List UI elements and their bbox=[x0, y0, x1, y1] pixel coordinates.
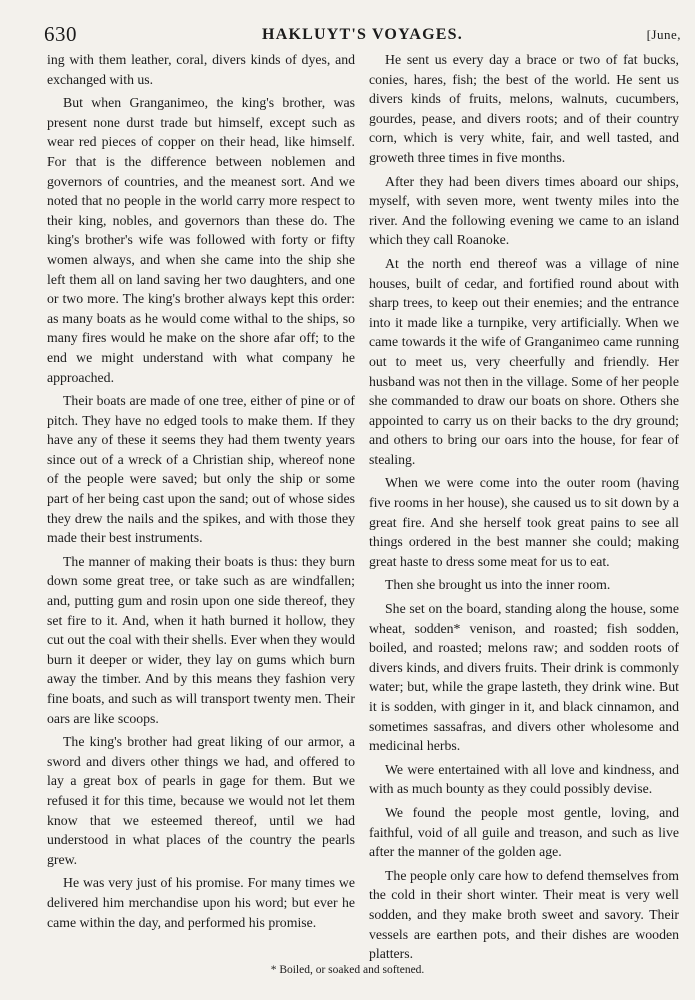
left-column bbox=[47, 50, 355, 936]
paragraph: He was very just of his promise. For many times we delivered him merchandise upon his word; but ever he came within the day, and performed his promise. bbox=[47, 875, 355, 930]
paragraph: ing with them leather, coral, divers kinds of dyes, and exchanged with us. bbox=[47, 52, 355, 87]
paragraph: When we were come into the outer room (having five rooms in her house), she caused us to sit down by a great fire. And she herself took great pains to see all things ordered in the best manner she could; making great haste to dress some meat for us to eat. bbox=[369, 475, 679, 569]
footnote: * Boiled, or soaked and softened. bbox=[270, 964, 425, 976]
paragraph: At the north end thereof was a village of nine houses, built of cedar, and fortified round about with sharp trees, to keep out their enemies; and the entrance into it made like a turnpike, very artificially. When we came towards it the wife of Granganimeo came running out to meet us, very cheerfully and friendly. Her husband was not then in the village. Some of her people she commanded to draw our boats on shore. Others she appointed to carry us on their backs to the dry ground; and others to bring our oars into the house, for fear of stealing. bbox=[369, 255, 679, 467]
paragraph: We were entertained with all love and kindness, and with as much bounty as they could possibly devise. bbox=[369, 761, 679, 797]
right-column bbox=[369, 50, 679, 968]
page-header bbox=[44, 22, 681, 48]
paragraph: She set on the board, standing along the house, some wheat, sodden* venison, and roasted; fish sodden, boiled, and roasted; melons raw; and sodden roots of divers kinds, and divers fruits. Their drink is commonly water; but, while the grape lasteth, they drink wine. But it is sodden, with ginger in it, and black cinnamon, and sometimes sassafras, and divers other wholesome and medicinal herbs. bbox=[369, 601, 679, 754]
paragraph: We found the people most gentle, loving, and faithful, void of all guile and treason, and such as live after the manner of the golden age. bbox=[369, 804, 679, 860]
section-marker: [June, bbox=[646, 27, 681, 42]
running-title: HAKLUYT'S VOYAGES. bbox=[262, 26, 463, 43]
paragraph: But when Granganimeo, the king's brother, was present none durst trade but himself, except such as wear red pieces of copper on their head, like himself. For that is the difference between noblemen and governors of countries, and the meanest sort. And we noted that no people in the world carry more respect to their king, nobles, and governors than these do. The king's brother's wife was followed with forty or fifty women always, and when she came into the ship she left them all on land saving her two daughters, and one or two more. The king's brother always kept this order: as many boats as he would come withal to the ships, so many fires would he make on the shore afar off; to the end we might understand with what company he approached. bbox=[47, 95, 355, 385]
paragraph: Then she brought us into the inner room. bbox=[385, 577, 611, 593]
paragraph: The king's brother had great liking of our armor, a sword and divers other things we had, and offered to lay a great box of pearls in gage for them. But we refused it for this time, because we would not let them know that we esteemed thereof, until we had understood in what places of the country the pearls grew. bbox=[47, 734, 355, 867]
paragraph: The manner of making their boats is thus: they burn down some great tree, or take such as are windfallen; and, putting gum and rosin upon one side thereof, they set fire to it. And, when it hath burned it hollow, they cut out the coal with their shells. Ever when they would burn it deeper or wider, they lay on gums which burn away the timber. And by this means they fashion very fine boats, and such as will transport twenty men. Their oars are like scoops. bbox=[47, 553, 355, 726]
paragraph: Their boats are made of one tree, either of pine or of pitch. They have no edged tools to make them. If they have any of these it seems they had them twenty years since out of a wreck of a Christian ship, whereof none of the people were saved; but only the ship or some part of her being cast upon the sand; out of whose sides they drew the nails and the spikes, and with those they made their best instruments. bbox=[47, 393, 355, 546]
paragraph: The people only care how to defend themselves from the cold in their short winter. Their meat is very well sodden, and they make broth sweet and savory. Their vessels are earthen pots, and their dishes are wooden platters. bbox=[369, 867, 679, 962]
page-number: 630 bbox=[44, 22, 77, 46]
paragraph: He sent us every day a brace or two of fat bucks, conies, hares, fish; the best of the world. He sent us divers kinds of fruits, melons, walnuts, cucumbers, gourdes, pease, and divers roots; and of their country corn, which is very white, fair, and well tasted, and groweth three times in five months. bbox=[369, 52, 679, 165]
paragraph: After they had been divers times aboard our ships, myself, with seven more, went twenty miles into the river. And the following evening we came to an island which they call Roanoke. bbox=[369, 173, 679, 248]
